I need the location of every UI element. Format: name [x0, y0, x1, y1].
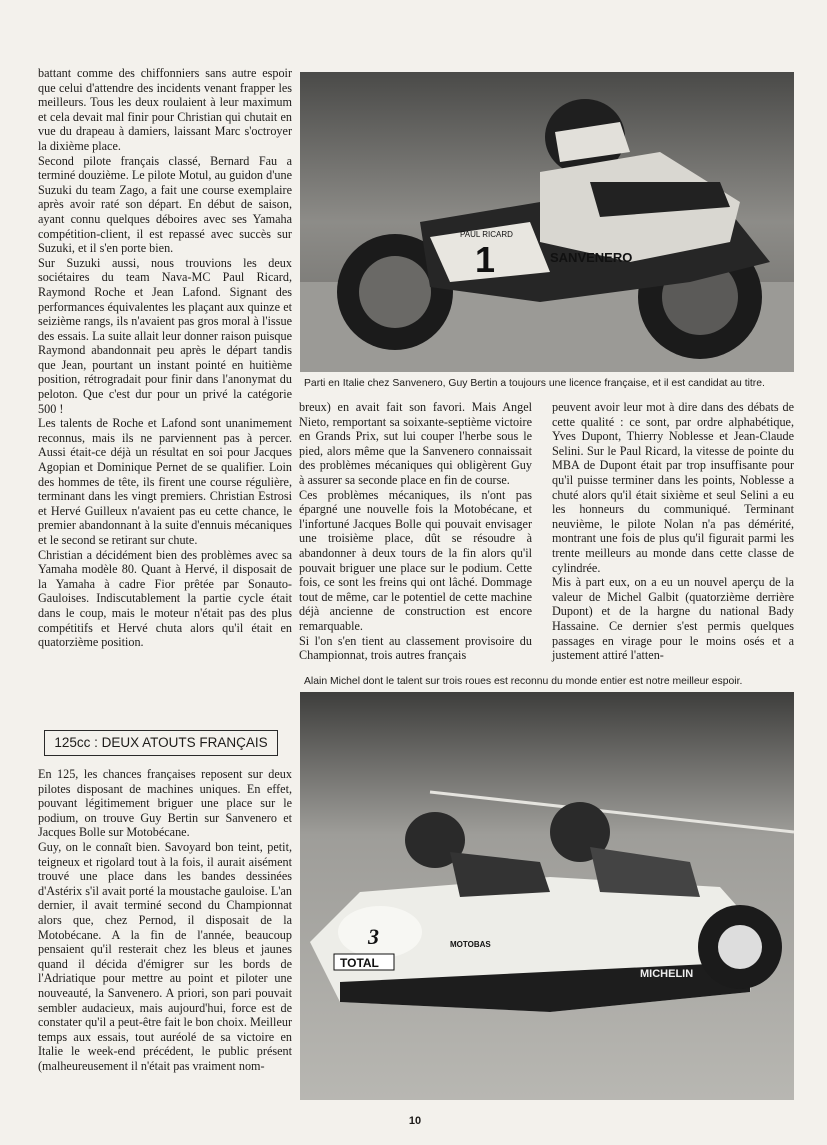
paragraph: En 125, les chances françaises reposent sur deux pilotes disposant de machines uniques. En effet, pouvant légitimement briguer une place sur le podium, on trouve Guy Bertin sur Sanvenero et Jacques Bolle sur Motobécane.	[38, 767, 292, 840]
paragraph: Guy, on le connaît bien. Savoyard bon teint, petit, teigneux et rigolard tout à la fois, il aurait aisément trouvé une place dans les bandes dessinées d'Astérix s'il avait porté la moustache gauloise. L'an dernier, il avait terminé second du Championnat alors que, chez Pernod, il disposait de la Motobécane. A la fin de l'année, beaucoup pensaient qu'il resterait chez les bleus et jaunes quand il décida d'émigrer sur les bords de l'Adriatique pour mettre au point et piloter une nouveauté, la Sanvenero. A priori, son pari pouvait sembler audacieux, mais aujourd'hui, force est de constater qu'il a peut-être fait le bon choix. Meilleur temps aux essais, tout auréolé de sa victoire en Italie le week-end précédent, le public présent (malheureusement il n'était pas vraiment nom-	[38, 839, 292, 1073]
sponsor-text: MOTOBAS	[450, 940, 491, 949]
article-column-3	[552, 400, 794, 663]
sponsor-text: MICHELIN	[640, 968, 694, 980]
photo-caption: Alain Michel dont le talent sur trois roues est reconnu du monde entier est notre meilleur espoir.	[304, 676, 743, 687]
page-number: 10	[408, 1115, 422, 1127]
paragraph: battant comme des chiffonniers sans autre espoir que celui d'attendre des incidents venant frapper les meilleurs. Tous les deux roulaient à leur maximum et cela devait mal finir pour Christian qui chutait en vue du drapeau à damiers, laissant Marc s'octroyer la dixième place.	[38, 66, 292, 153]
article-column-2	[299, 400, 532, 663]
photo-caption: Parti en Italie chez Sanvenero, Guy Bertin a toujours une licence française, et il est candidat au titre.	[304, 378, 765, 389]
fairing-text-sponsor: PAUL RICARD	[460, 230, 513, 239]
paragraph: Sur Suzuki aussi, nous trouvions les deux sociétaires du team Nava-MC Paul Ricard, Raymond Roche et Jean Lafond. Signant des performances équivalentes les plaçant aux quinze et seizième rangs, ils n'avaient pas gros moral à l'issue des essais. La suite allait leur donner raison puisque Raymond abandonnait peu après le départ tandis que Jean, pourtant un instant pointé en huitième position, rétrogradait pour finir dans l'anonymat du peloton. Que c'est dur pour un privé la catégorie 500 !	[38, 255, 292, 416]
section-heading: 125cc : DEUX ATOUTS FRANÇAIS	[44, 730, 278, 756]
article-column-1-lower	[38, 767, 292, 1073]
photo-motorcycle-rider	[300, 72, 794, 372]
paragraph: Si l'on s'en tient au classement provisoire du Championnat, trois autres français	[299, 633, 532, 663]
paragraph: Les talents de Roche et Lafond sont unanimement reconnus, mais ils ne parviennent pas à percer. Aussi était-ce déjà un résultat en soi pour Jacques Agopian et Dominique Pernet de se qualifier. Loin des hommes de tête, ils firent une course régulière, terminant dans les vingt premiers. Christian Estrosi et Hervé Guilleux n'avaient pas eu cette chance, le premier abandonnant à la suite d'ennuis mécaniques et le second se retirant sur chute.	[38, 416, 292, 547]
photo-sidecar	[300, 692, 794, 1100]
fairing-text: SANVENERO	[550, 250, 633, 265]
paragraph: Second pilote français classé, Bernard Fau a terminé douzième. Le pilote Motul, au guidon d'une Suzuki du team Zago, a fait une course exemplaire après avoir raté son départ. En début de saison, ayant connu quelques déboires avec ses Yamaha compétition-client, il est repassé avec succès sur Suzuki, et il s'en porte bien.	[38, 153, 292, 256]
paragraph: peuvent avoir leur mot à dire dans des débats de cette qualité : ce sont, par ordre alphabétique, Yves Dupont, Thierry Noblesse et Jean-Claude Selini. Sur le Paul Ricard, la vitesse de pointe du MBA de Dupont était par trop insuffisante pour qu'il puisse terminer dans les points, Noblesse a chuté alors qu'il était sixième et seul Selini a eu les honneurs du communiqué. Terminant neuvième, le pilote Nolan n'a pas démérité, montrant une fois de plus qu'il figurait parmi les trente meilleurs au monde dans cette classe de cylindrée.	[552, 400, 794, 575]
paragraph: Ces problèmes mécaniques, ils n'ont pas épargné une nouvelle fois la Motobécane, et l'infortuné Jacques Bolle qui pouvait envisager une troisième place, dût se résoudre à abandonner à deux tours de la fin alors qu'il pouvait briguer une place sur le podium. Cette fois, ce sont les freins qui ont lâché. Dommage tout de même, car le potentiel de cette machine déjà ancienne de construction est encore remarquable.	[299, 487, 532, 633]
article-column-1	[38, 66, 292, 650]
sidecar-number: 3	[368, 924, 379, 949]
paragraph: Christian a décidément bien des problèmes avec sa Yamaha modèle 80. Quant à Hervé, il disposait de la Yamaha à cadre Fior prêtée par Sonauto-Gauloises. Indiscutablement la partie cycle était dans le coup, mais le moteur n'était pas des plus compétitifs et Hervé chuta alors qu'il était en quatorzième position.	[38, 547, 292, 650]
rider-number: 1	[475, 239, 496, 280]
paragraph: Mis à part eux, on a eu un nouvel aperçu de la valeur de Michel Galbit (quatorzième derrière Dupont) et de la hargne du national Bady Hassaine. Ce dernier s'est permis quelques passages en virage pour le moins osés et a justement attiré l'atten-	[552, 575, 794, 663]
paragraph: breux) en avait fait son favori. Mais Angel Nieto, remportant sa soixante-septième victoire en Grands Prix, sut lui couper l'herbe sous le pied, alors même que la Sanvenero connaissait des problèmes mécaniques qui obligèrent Guy à assurer sa seconde place en fin de course.	[299, 400, 532, 487]
sponsor-text: TOTAL	[340, 956, 379, 970]
